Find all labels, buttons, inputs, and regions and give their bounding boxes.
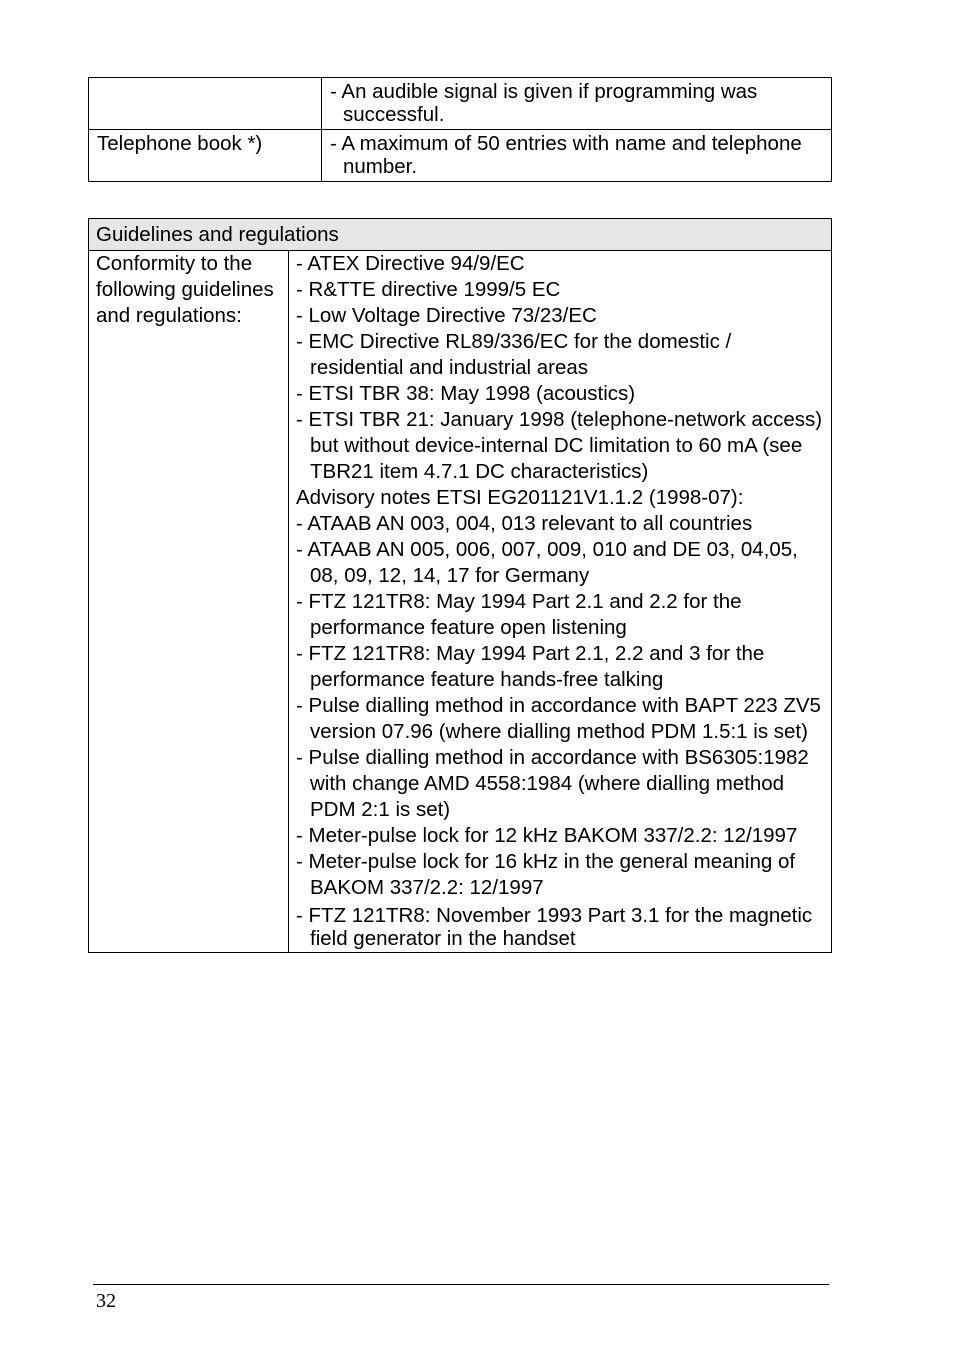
list-item: - Low Voltage Directive 73/23/EC — [296, 304, 597, 327]
spec-value-text: - A maximum of 50 entries with name and telephone number. — [330, 132, 802, 178]
spec-label — [89, 78, 322, 130]
list-item: - ATAAB AN 005, 006, 007, 009, 010 and DE 03, 04,05, 08, 09, 12, 14, 17 for Germany — [296, 538, 798, 587]
list-item: - ETSI TBR 21: January 1998 (telephone-network access) but without device-internal DC limitation to 60 mA (see TBR21 item 4.7.1 DC characteristics) — [296, 408, 823, 483]
regulations-list — [289, 251, 832, 953]
regulations-table — [88, 218, 832, 953]
regulations-header: Guidelines and regulations — [89, 219, 832, 251]
table-row — [89, 78, 832, 130]
spec-value — [322, 78, 832, 130]
list-item: - FTZ 121TR8: November 1993 Part 3.1 for the magnetic field generator in the handset — [296, 904, 813, 950]
spec-table — [88, 77, 832, 182]
list-item: - Pulse dialling method in accordance with BAPT 223 ZV5 version 07.96 (where dialling method PDM 1.5:1 is set) — [296, 694, 821, 743]
advisory-notes: Advisory notes ETSI EG201121V1.1.2 (1998-07): — [296, 486, 744, 509]
spec-value-text: - An audible signal is given if programming was successful. — [330, 80, 758, 126]
list-item: - FTZ 121TR8: May 1994 Part 2.1 and 2.2 for the performance feature open listening — [296, 590, 742, 639]
list-item: - ATAAB AN 003, 004, 013 relevant to all countries — [296, 512, 753, 535]
list-item: - Meter-pulse lock for 12 kHz BAKOM 337/2.2: 12/1997 — [296, 824, 798, 847]
table-row — [89, 251, 832, 953]
list-item: - FTZ 121TR8: May 1994 Part 2.1, 2.2 and 3 for the performance feature hands-free talking — [296, 642, 765, 691]
list-item: - Meter-pulse lock for 16 kHz in the general meaning of BAKOM 337/2.2: 12/1997 — [296, 850, 796, 899]
list-item: - EMC Directive RL89/336/EC for the domestic / residential and industrial areas — [296, 330, 732, 379]
list-item: - ETSI TBR 38: May 1998 (acoustics) — [296, 382, 636, 405]
list-item: - ATEX Directive 94/9/EC — [296, 252, 525, 275]
list-item: - R&TTE directive 1999/5 EC — [296, 278, 561, 301]
table-header-row — [89, 219, 832, 251]
regulations-label: Conformity to the following guidelines and regulations: — [89, 251, 289, 953]
page-number: 32 — [96, 1290, 116, 1312]
spec-value — [322, 130, 832, 182]
table-row — [89, 130, 832, 182]
list-item: - Pulse dialling method in accordance with BS6305:1982 with change AMD 4558:1984 (where dialling method PDM 2:1 is set) — [296, 746, 809, 821]
footer-divider — [93, 1284, 829, 1285]
spec-label: Telephone book *) — [89, 130, 322, 182]
